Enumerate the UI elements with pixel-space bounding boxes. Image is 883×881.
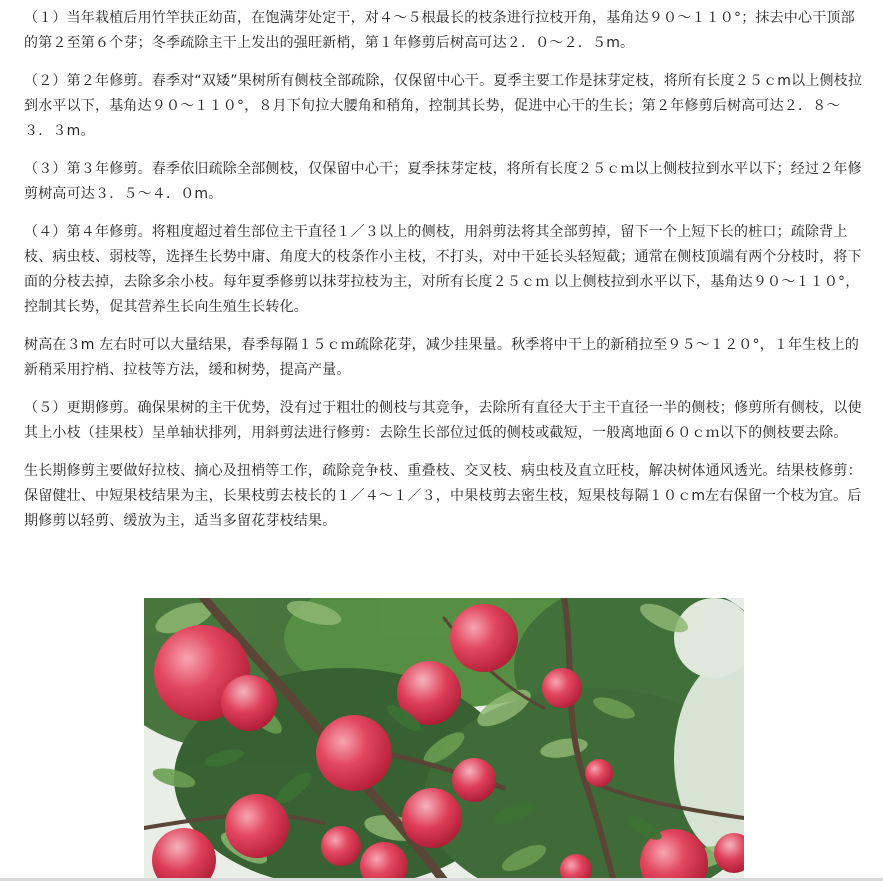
paragraph-renewal-pruning: （５）更期修剪。确保果树的主干优势，没有过于粗壮的侧枝与其竞争，去除所有直径大于主干直径一半的侧枝；修剪所有侧枝，以使其上小枝（挂果枝）呈单轴状排列，用斜剪法进行修剪：去除生长部位过低的侧枝或截短，一般离地面６０ｃｍ以下的侧枝要去除。	[24, 400, 862, 441]
paragraph-growing-season: 生长期修剪主要做好拉枝、摘心及扭梢等工作，疏除竞争枝、重叠枝、交叉枝、病虫枝及直立旺枝，解决树体通风透光。结果枝修剪：保留健壮、中短果枝结果为主，长果枝剪去枝长的１／４～１／３，中果枝剪去密生枝，短果枝每隔１０ｃm左右保留一个枝为宜。后期修剪以轻剪、缓放为主，适当多留花芽枝结果。	[24, 463, 862, 529]
paragraph-year-1: （１）当年栽植后用竹竿扶正幼苗，在饱满芽处定干，对４～５根最长的枝条进行拉枝开角，基角达９０～１１０°；抹去中心干顶部的第２至第６个芽；冬季疏除主干上发出的强旺新梢，第１年修剪后树高可达２．０～２．５m。	[24, 10, 855, 51]
paragraph-year-3: （３）第３年修剪。春季依旧疏除全部侧枝，仅保留中心干；夏季抹芽定枝，将所有长度２５ｃｍ以上侧枝拉到水平以下；经过２年修剪树高可达３．５～４．０m。	[24, 161, 862, 202]
paragraph-fruiting: 树高在３m 左右时可以大量结果，春季每隔１５ｃｍ疏除花芽，减少挂果量。秋季将中干上的新稍拉至９５～１２０°，１年生枝上的新稍采用拧梢、拉枝等方法，缓和树势，提高产量。	[24, 337, 860, 378]
apple-tree-photo	[144, 598, 744, 881]
paragraph-year-2: （２）第２年修剪。春季对“双矮”果树所有侧枝全部疏除，仅保留中心干。夏季主要工作是抹芽定枝，将所有长度２５ｃm以上侧枝拉到水平以下，基角达９０～１１０°，８月下旬拉大腰角和稍角，控制其长势，促进中心干的生长；第２年修剪后树高可达２．８～３．３m。	[24, 73, 863, 139]
paragraph-year-4: （４）第４年修剪。将粗度超过着生部位主干直径１／３以上的侧枝，用斜剪法将其全部剪掉，留下一个上短下长的桩口；疏除背上枝、病虫枝、弱枝等，选择生长势中庸、角度大的枝条作小主枝，不打头，对中干延长头轻短截；通常在侧枝顶端有两个分枝时，将下面的分枝去掉，去除多余小枝。每年夏季修剪以抹芽拉枝为主，对所有长度２５ｃｍ 以上侧枝拉到水平以下，基角达９０～１１０°，控制其长势，促其营养生长向生殖生长转化。	[24, 224, 862, 315]
article-body	[24, 6, 866, 547]
